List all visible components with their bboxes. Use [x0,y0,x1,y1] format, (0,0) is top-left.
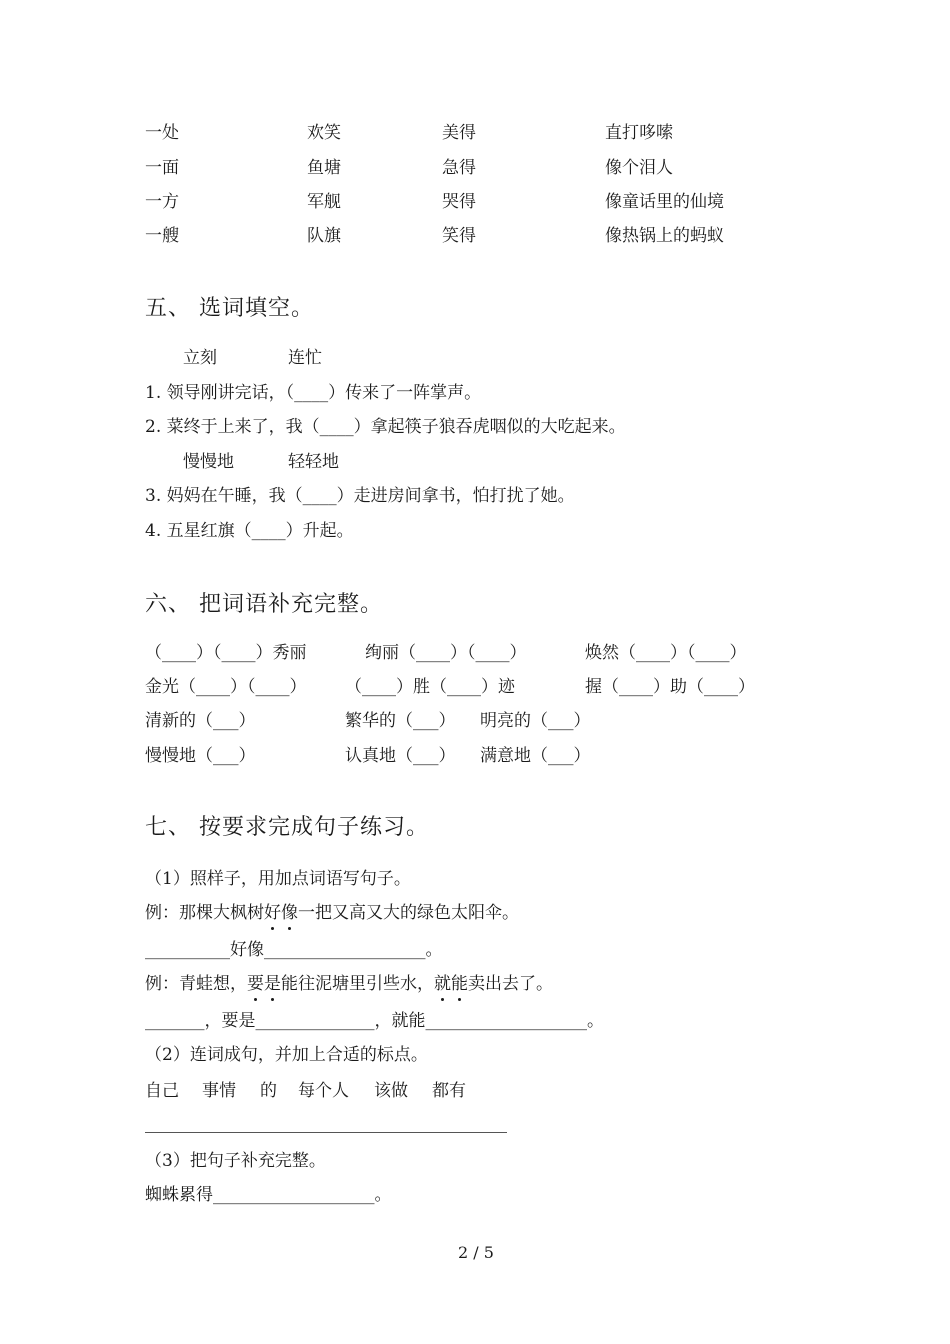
scrambled-word: 都有 [432,1081,466,1101]
blank[interactable]: __________ [145,940,230,960]
phrase-item: 慢慢地（___） [145,746,256,766]
example-text: 一把又高又大的绿色太阳伞。 [298,903,519,923]
given-word: ，就能 [374,1011,426,1031]
match-col2-1: 鱼塘 [307,158,341,178]
emphasis-char: 能 [451,974,468,994]
word-option: 慢慢地 [183,452,234,472]
match-col2-0: 欢笑 [307,123,341,143]
phrase-item: 满意地（___） [480,746,591,766]
blank[interactable]: ___________________ [264,940,426,960]
blank[interactable]: _______ [145,1011,205,1031]
idiom-item: 绚丽（____）（____） [365,643,527,663]
fill-line-1[interactable] [145,938,443,962]
idiom-item: （____）胜（____）迹 [345,677,515,697]
match-col3-2: 哭得 [442,192,476,212]
idiom-item: 金光（____）（____） [145,677,307,697]
example-text: 能往泥塘里引些水， [281,974,434,994]
phrase-item: 繁华的（___） [345,711,456,731]
word-option: 连忙 [288,348,322,368]
question-4: 4. 五星红旗（____）升起。 [145,521,354,541]
given-word: 蜘蛛累得 [145,1185,213,1205]
match-col2-2: 军舰 [307,192,341,212]
example-2 [145,972,553,996]
idiom-item: （____）（____）秀丽 [145,643,307,663]
match-col4-2: 像童话里的仙境 [605,192,724,212]
answer-line[interactable] [145,1132,507,1133]
question-1: 1. 领导刚讲完话，（____）传来了一阵掌声。 [145,383,482,403]
example-1 [145,901,519,925]
scrambled-word: 的 [260,1081,277,1101]
blank[interactable]: ___________________ [425,1011,587,1031]
phrase-item: 认真地（___） [345,746,456,766]
fill-line-2[interactable] [145,1009,604,1033]
match-col1-1: 一面 [145,158,179,178]
match-col1-0: 一处 [145,123,179,143]
given-word: 好像 [230,940,264,960]
scrambled-word: 每个人 [298,1081,349,1101]
question-2: 2. 菜终于上来了，我（____）拿起筷子狼吞虎咽似的大吃起来。 [145,417,626,437]
emphasis-char: 要 [247,974,264,994]
subquestion-2: （2）连词成句，并加上合适的标点。 [145,1045,428,1065]
match-col4-0: 直打哆嗦 [605,123,673,143]
match-col3-0: 美得 [442,123,476,143]
section6-title: 六、 把词语补充完整。 [145,592,383,617]
idiom-item: 握（____）助（____） [585,677,755,697]
subquestion-3: （3）把句子补充完整。 [145,1151,326,1171]
emphasis-char: 就 [434,974,451,994]
idiom-item: 焕然（____）（____） [585,643,747,663]
match-col4-3: 像热锅上的蚂蚁 [605,226,724,246]
section5-title: 五、 选词填空。 [145,296,314,321]
word-option: 轻轻地 [288,452,339,472]
phrase-item: 明亮的（___） [480,711,591,731]
scrambled-word: 自己 [145,1081,179,1101]
match-col3-1: 急得 [442,158,476,178]
given-word: ，要是 [204,1011,256,1031]
section7-title: 七、 按要求完成句子练习。 [145,815,429,840]
period: 。 [587,1011,604,1031]
subquestion-1: （1）照样子，用加点词语写句子。 [145,869,411,889]
match-col4-1: 像个泪人 [605,158,673,178]
period: 。 [425,940,443,960]
scrambled-word: 事情 [202,1081,236,1101]
example-text: 例：那棵大枫树 [145,903,264,923]
match-col1-2: 一方 [145,192,179,212]
match-col2-3: 队旗 [307,226,341,246]
blank[interactable]: ______________ [255,1011,375,1031]
fill-line-3[interactable] [145,1183,392,1207]
match-col1-3: 一艘 [145,226,179,246]
period: 。 [374,1185,392,1205]
match-col3-3: 笑得 [442,226,476,246]
page-number: 2 / 5 [458,1243,494,1262]
emphasis-char: 像 [281,903,298,923]
question-3: 3. 妈妈在午睡，我（____）走进房间拿书，怕打扰了她。 [145,486,575,506]
emphasis-char: 是 [264,974,281,994]
phrase-item: 清新的（___） [145,711,256,731]
emphasis-char: 好 [264,903,281,923]
word-option: 立刻 [183,348,217,368]
example-text: 卖出去了。 [468,974,553,994]
blank[interactable]: ___________________ [213,1185,375,1205]
example-text: 例：青蛙想， [145,974,247,994]
scrambled-word: 该做 [374,1081,408,1101]
